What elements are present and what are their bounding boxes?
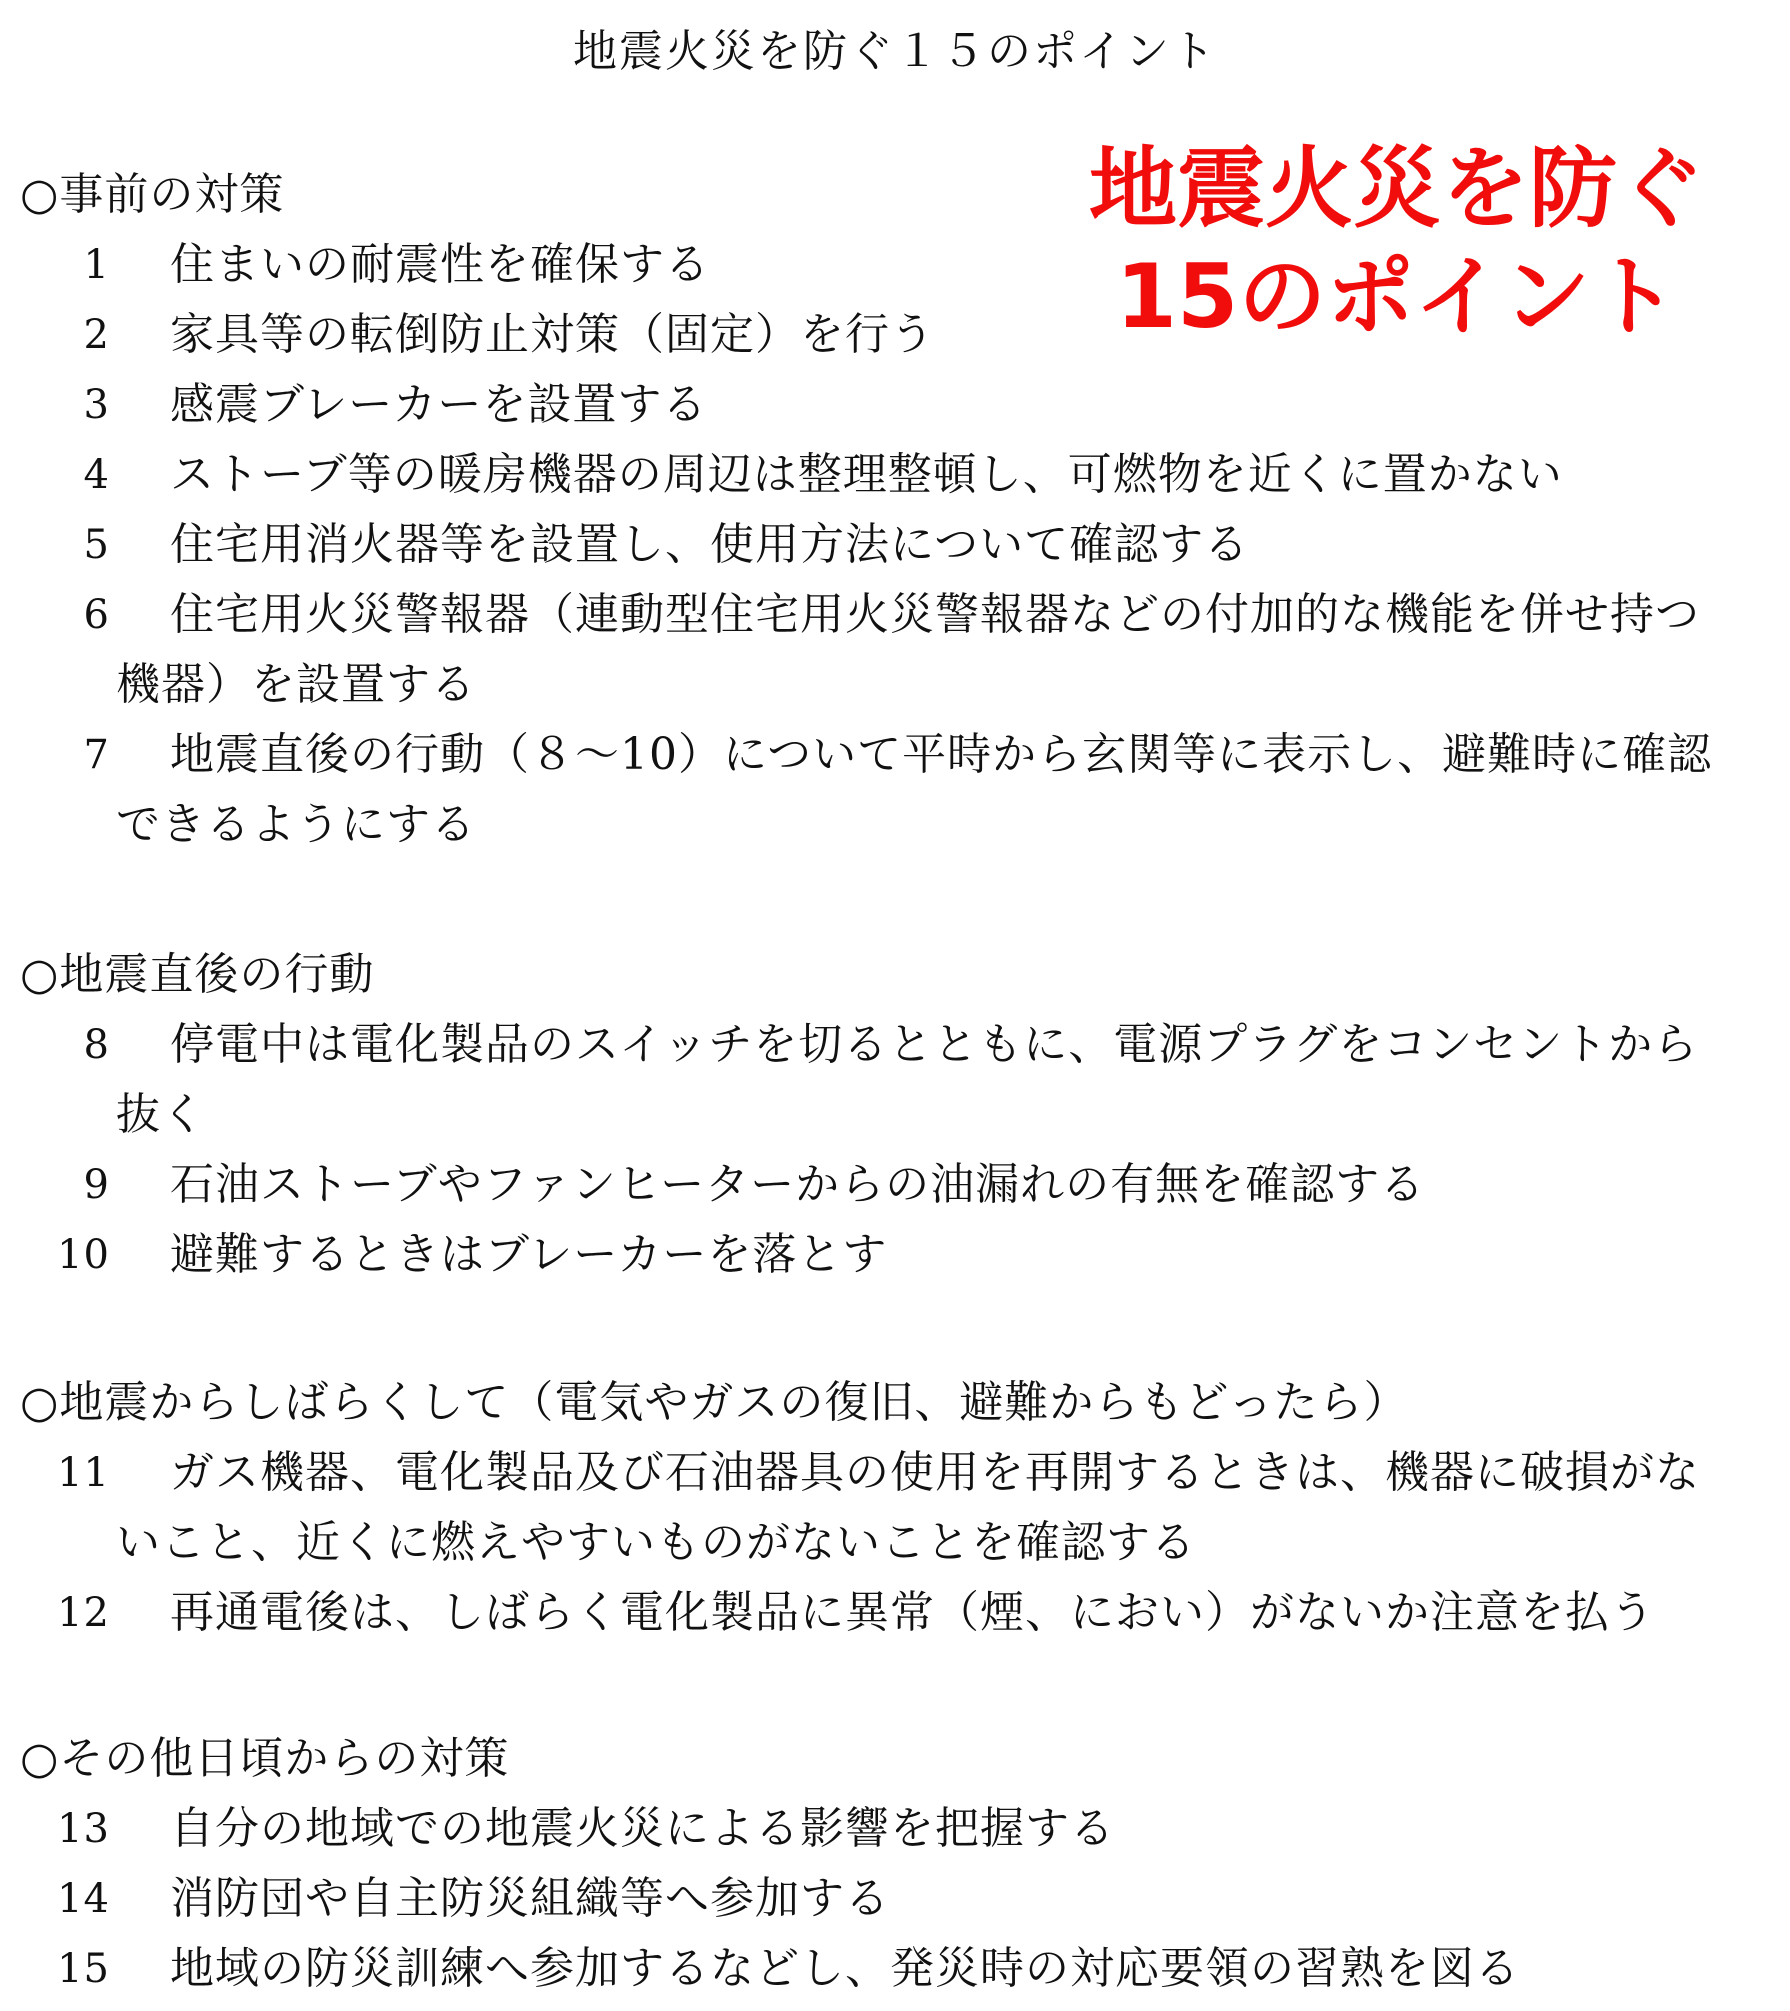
item-number: 7 xyxy=(83,732,110,778)
list-item xyxy=(20,1438,1770,1508)
list-item xyxy=(20,1150,1770,1220)
list-item xyxy=(20,720,1770,790)
list-item xyxy=(20,1864,1770,1934)
item-text: 石油ストーブやファンヒーターからの油漏れの有無を確認する xyxy=(170,1159,1426,1210)
item-continuation: できるようにする xyxy=(116,799,476,850)
list-item xyxy=(20,1794,1770,1864)
item-text: 停電中は電化製品のスイッチを切るとともに、電源プラグをコンセントから xyxy=(170,1019,1699,1070)
item-text: 感震ブレーカーを設置する xyxy=(170,379,708,430)
list-item xyxy=(20,580,1770,650)
list-item xyxy=(20,1010,1770,1080)
list-item xyxy=(20,1578,1770,1648)
item-number: 2 xyxy=(83,312,110,358)
item-number: 5 xyxy=(83,522,110,568)
list-item xyxy=(20,1934,1770,2004)
item-text: 家具等の転倒防止対策（固定）を行う xyxy=(170,309,935,360)
item-number: 4 xyxy=(83,452,110,498)
item-text: ストーブ等の暖房機器の周辺は整理整頓し、可燃物を近くに置かない xyxy=(170,449,1563,500)
list-item xyxy=(20,300,1770,370)
item-number: 14 xyxy=(57,1876,110,1922)
item-text: 避難するときはブレーカーを落とす xyxy=(170,1229,888,1280)
section-daily-measures xyxy=(20,1724,1770,2004)
list-item xyxy=(20,1220,1770,1290)
section-prior-measures xyxy=(20,160,1770,860)
item-text: 消防団や自主防災組織等へ参加する xyxy=(170,1873,890,1924)
item-number: 13 xyxy=(57,1806,110,1852)
item-text: 住まいの耐震性を確保する xyxy=(170,239,710,290)
list-item xyxy=(20,440,1770,510)
callout-line-2: 15のポイント xyxy=(1115,245,1679,348)
document-title: 地震火災を防ぐ１５のポイント xyxy=(573,26,1217,77)
section-immediate-actions xyxy=(20,940,1770,1290)
section-heading: ○地震からしばらくして（電気やガスの復旧、避難からもどったら） xyxy=(20,1377,1409,1428)
item-continuation: 抜く xyxy=(116,1089,206,1140)
item-number: 9 xyxy=(83,1162,110,1208)
item-text: 住宅用火災警報器（連動型住宅用火災警報器などの付加的な機能を併せ持つ xyxy=(170,589,1700,640)
section-after-earthquake xyxy=(20,1368,1770,1648)
item-number: 1 xyxy=(83,242,110,288)
item-number: 8 xyxy=(83,1022,110,1068)
list-item xyxy=(20,370,1770,440)
item-continuation: 機器）を設置する xyxy=(116,659,476,710)
section-heading: ○事前の対策 xyxy=(20,169,285,220)
item-number: 15 xyxy=(57,1946,110,1992)
item-text: 再通電後は、しばらく電化製品に異常（煙、におい）がないか注意を払う xyxy=(170,1587,1655,1638)
item-text: 地域の防災訓練へ参加するなどし、発災時の対応要領の習熟を図る xyxy=(170,1943,1520,1994)
item-number: 10 xyxy=(57,1232,110,1278)
callout-line-1: 地震火災を防ぐ xyxy=(1088,137,1705,240)
item-text: 地震直後の行動（８～10）について平時から玄関等に表示し、避難時に確認 xyxy=(170,729,1713,780)
section-heading: ○その他日頃からの対策 xyxy=(20,1733,510,1784)
item-text: 自分の地域での地震火災による影響を把握する xyxy=(170,1803,1115,1854)
list-item xyxy=(20,510,1770,580)
item-text: ガス機器、電化製品及び石油器具の使用を再開するときは、機器に破損がな xyxy=(170,1447,1700,1498)
item-number: 12 xyxy=(57,1590,110,1636)
item-continuation: いこと、近くに燃えやすいものがないことを確認する xyxy=(116,1517,1196,1568)
list-item xyxy=(20,230,1770,300)
section-heading: ○地震直後の行動 xyxy=(20,949,375,1000)
item-number: 6 xyxy=(83,592,110,638)
item-number: 3 xyxy=(83,382,110,428)
item-text: 住宅用消火器等を設置し、使用方法について確認する xyxy=(170,519,1250,570)
item-number: 11 xyxy=(57,1450,110,1496)
